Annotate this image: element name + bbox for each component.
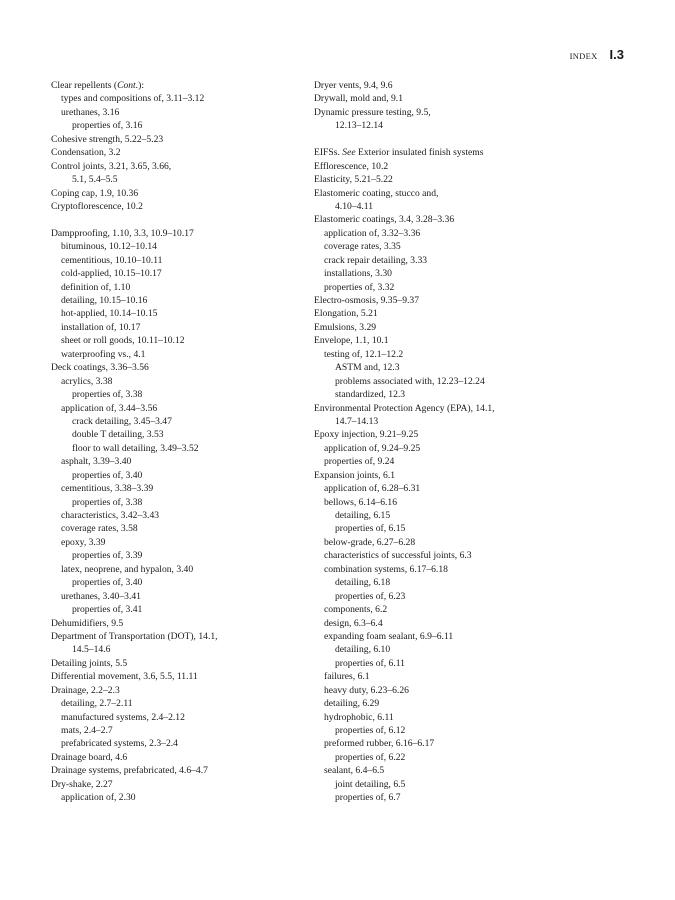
index-subentry: application of, 9.24–9.25 [324, 442, 421, 454]
index-subentry: cementitious, 10.10–10.11 [61, 254, 163, 266]
index-subentry: urethanes, 3.16 [61, 106, 120, 118]
index-entry: Elastomeric coatings, 3.4, 3.28–3.36 [314, 214, 455, 226]
letter-section-gap [51, 213, 291, 226]
index-entry: Drainage, 2.2–2.3 [51, 684, 120, 696]
index-entry: Epoxy injection, 9.21–9.25 [314, 429, 419, 441]
index-subentry: detailing, 6.15 [335, 510, 391, 521]
running-head: INDEX [569, 51, 598, 61]
index-subentry: application of, 6.28–6.31 [324, 483, 421, 495]
index-entry: Dampproofing, 1.10, 3.3, 10.9–10.17 [51, 227, 194, 239]
index-subentry: cementitious, 3.38–3.39 [61, 483, 154, 495]
index-subentry: properties of, 6.7 [335, 792, 401, 804]
index-subentry: acrylics, 3.38 [61, 375, 113, 387]
index-subentry: crack detailing, 3.45–3.47 [72, 415, 172, 427]
index-subentry: below-grade, 6.27–6.28 [324, 536, 416, 548]
page-header [570, 47, 624, 62]
index-entry: Clear repellents (Cont.): [51, 80, 144, 91]
index-subentry: mats, 2.4–2.7 [61, 725, 113, 736]
index-subentry: bituminous, 10.12–10.14 [61, 241, 157, 253]
index-subentry: properties of, 6.15 [335, 523, 406, 535]
index-subentry: latex, neoprene, and hypalon, 3.40 [61, 563, 194, 575]
index-subentry: detailing, 6.10 [335, 644, 391, 656]
index-subentry: components, 6.2 [324, 604, 388, 616]
index-subentry: design, 6.3–6.4 [324, 617, 383, 629]
index-entry: Emulsions, 3.29 [314, 321, 377, 333]
index-column-right [314, 79, 624, 805]
index-entry: Drywall, mold and, 9.1 [314, 93, 403, 105]
index-entry: Dry-shake, 2.27 [51, 778, 113, 790]
index-subentry: properties of, 6.22 [335, 751, 406, 763]
index-entry: Elastomeric coating, stucco and, [314, 187, 439, 199]
index-subentry: 14.5–14.6 [72, 644, 111, 656]
index-subentry: heavy duty, 6.23–6.26 [324, 684, 409, 696]
index-entry: EIFSs. See Exterior insulated finish systems [314, 147, 484, 159]
index-subentry: coverage rates, 3.35 [324, 241, 401, 253]
index-subentry: 5.1, 5.4–5.5 [72, 174, 118, 186]
index-subentry: properties of, 9.24 [324, 456, 395, 468]
index-entry: Envelope, 1.1, 10.1 [314, 335, 389, 347]
index-entry: Condensation, 3.2 [51, 147, 121, 159]
index-subentry: sheet or roll goods, 10.11–10.12 [61, 335, 185, 347]
index-entry: Dryer vents, 9.4, 9.6 [314, 80, 393, 91]
index-subentry: asphalt, 3.39–3.40 [61, 456, 132, 468]
index-subentry: preformed rubber, 6.16–6.17 [324, 738, 435, 750]
index-subentry: epoxy, 3.39 [61, 536, 106, 548]
index-subentry: types and compositions of, 3.11–3.12 [61, 93, 205, 105]
index-entry: Cohesive strength, 5.22–5.23 [51, 133, 164, 145]
index-subentry: installations, 3.30 [324, 268, 392, 280]
index-entry: Differential movement, 3.6, 5.5, 11.11 [51, 671, 198, 683]
page-number: I.3 [609, 47, 624, 62]
index-entry: Expansion joints, 6.1 [314, 469, 396, 481]
index-subentry: coverage rates, 3.58 [61, 523, 138, 535]
index-subentry: failures, 6.1 [324, 671, 370, 683]
index-entry: Control joints, 3.21, 3.65, 3.66, [51, 160, 172, 172]
index-subentry: properties of, 3.39 [72, 550, 143, 562]
index-subentry: sealant, 6.4–6.5 [324, 765, 385, 777]
index-subentry: expanding foam sealant, 6.9–6.11 [324, 630, 454, 642]
index-subentry: double T detailing, 3.53 [72, 429, 164, 441]
index-subentry: definition of, 1.10 [61, 281, 131, 293]
index-subentry: application of, 2.30 [61, 792, 136, 804]
index-entry: Cryptoflorescence, 10.2 [51, 200, 143, 212]
index-subentry: properties of, 3.40 [72, 469, 143, 481]
index-subentry: waterproofing vs., 4.1 [61, 348, 146, 360]
index-subentry: properties of, 6.23 [335, 590, 406, 602]
index-entry: Elasticity, 5.21–5.22 [314, 174, 393, 186]
index-subentry: combination systems, 6.17–6.18 [324, 563, 448, 575]
index-subentry: problems associated with, 12.23–12.24 [335, 375, 485, 387]
letter-section-gap [314, 133, 624, 146]
index-entry: Coping cap, 1.9, 10.36 [51, 187, 139, 199]
index-subentry: properties of, 3.32 [324, 281, 395, 293]
index-entry: Dehumidifiers, 9.5 [51, 617, 124, 629]
index-entry: Drainage board, 4.6 [51, 751, 128, 763]
index-subentry: standardized, 12.3 [335, 389, 406, 401]
index-subentry: ASTM and, 12.3 [335, 362, 400, 374]
index-subentry: application of, 3.44–3.56 [61, 402, 158, 414]
index-subentry: manufactured systems, 2.4–2.12 [61, 711, 185, 723]
index-subentry: urethanes, 3.40–3.41 [61, 590, 141, 602]
index-subentry: 12.13–12.14 [335, 120, 383, 132]
index-subentry: installation of, 10.17 [61, 321, 141, 333]
index-subentry: detailing, 6.18 [335, 577, 391, 589]
index-subentry: properties of, 6.11 [335, 657, 405, 669]
index-subentry: 4.10–4.11 [335, 200, 374, 212]
index-subentry: characteristics of successful joints, 6.3 [324, 550, 472, 562]
index-subentry: bellows, 6.14–6.16 [324, 496, 398, 508]
index-subentry: hot-applied, 10.14–10.15 [61, 308, 158, 320]
index-entry: Detailing joints, 5.5 [51, 657, 128, 669]
index-subentry: characteristics, 3.42–3.43 [61, 510, 160, 521]
index-subentry: properties of, 3.40 [72, 577, 143, 589]
index-subentry: properties of, 3.38 [72, 389, 143, 401]
index-entry: Department of Transportation (DOT), 14.1, [51, 630, 218, 642]
index-column-left [51, 79, 291, 805]
index-entry: Dynamic pressure testing, 9.5, [314, 106, 431, 118]
index-entry: Efflorescence, 10.2 [314, 160, 389, 172]
index-subentry: prefabricated systems, 2.3–2.4 [61, 738, 178, 750]
index-subentry: hydrophobic, 6.11 [324, 711, 394, 723]
index-entry: Deck coatings, 3.36–3.56 [51, 362, 149, 374]
index-subentry: detailing, 2.7–2.11 [61, 698, 133, 710]
index-entry: Environmental Protection Agency (EPA), 14.1, [314, 402, 495, 414]
index-subentry: properties of, 3.38 [72, 496, 143, 508]
index-subentry: properties of, 3.41 [72, 604, 143, 616]
index-entry: Drainage systems, prefabricated, 4.6–4.7 [51, 765, 208, 777]
index-subentry: properties of, 6.12 [335, 725, 406, 736]
index-subentry: floor to wall detailing, 3.49–3.52 [72, 442, 199, 454]
index-subentry: 14.7–14.13 [335, 415, 379, 427]
index-subentry: testing of, 12.1–12.2 [324, 348, 404, 360]
index-subentry: properties of, 3.16 [72, 120, 143, 132]
index-subentry: joint detailing, 6.5 [335, 778, 406, 790]
index-entry: Elongation, 5.21 [314, 308, 378, 320]
index-subentry: detailing, 6.29 [324, 698, 380, 710]
index-subentry: detailing, 10.15–10.16 [61, 295, 148, 306]
index-subentry: crack repair detailing, 3.33 [324, 254, 428, 266]
index-entry: Electro-osmosis, 9.35–9.37 [314, 295, 419, 306]
index-subentry: cold-applied, 10.15–10.17 [61, 268, 162, 280]
index-subentry: application of, 3.32–3.36 [324, 227, 421, 239]
